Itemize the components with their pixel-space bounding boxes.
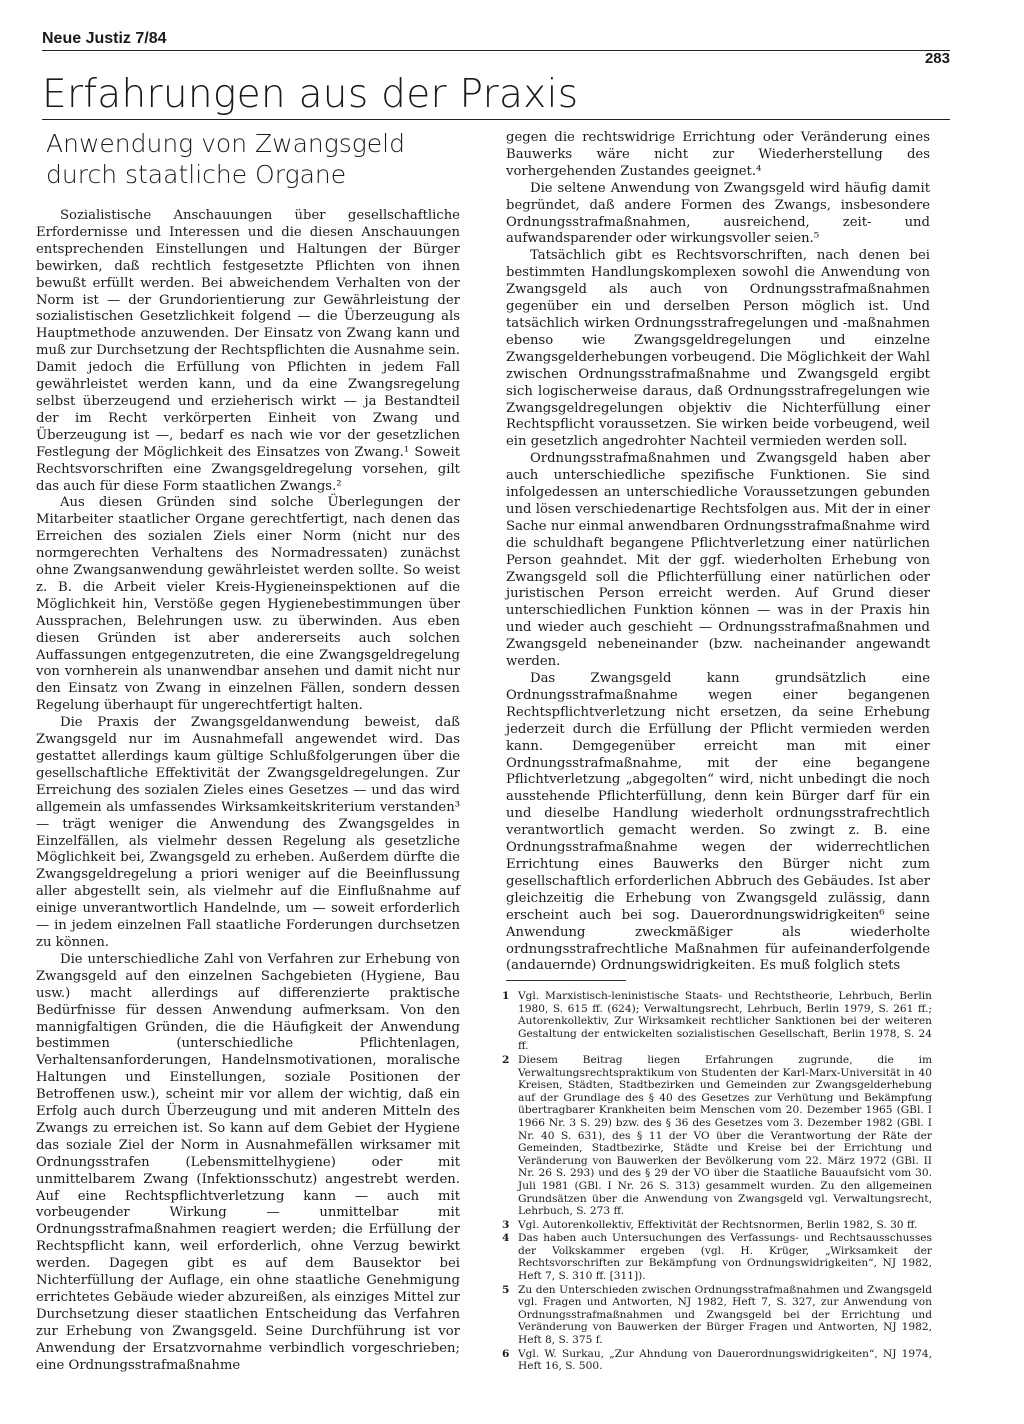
footnote (502, 1219, 932, 1232)
left-column (36, 208, 460, 1375)
running-head (42, 30, 950, 67)
footnote-number: 5 (502, 1283, 510, 1296)
paragraph: Tatsächlich gibt es Rechtsvorschriften, nach denen bei bestimmten Handlungskomplexen sowohl die Anwendung von Zwangsgeld als auch von Ordnungsstrafmaßnahmen gegenüber ein und derselben Person möglich ist. Und tatsächlich wirken Ordnungsstrafregelungen und -maßnahmen ebenso wie Zwangsgeldregelungen und einzelne Zwangsgelderhebungen vorbeugend. Die Möglichkeit der Wahl zwischen Ordnungsstrafmaßnahme und Zwangsgeld ergibt sich logischerweise daraus, daß Ordnungsstrafregelungen wie Zwangsgeldregelungen objektiv die Nichterfüllung einer Rechtspflicht voraussetzen. Sie wirken beide vorbeugend, weil ein gesetzlich angedrohter Nachteil vermieden werden soll. (506, 248, 930, 450)
article-title (46, 128, 476, 190)
right-column (506, 130, 930, 975)
footnote-number: 1 (502, 990, 510, 1002)
footnote-number: 4 (502, 1232, 510, 1245)
footnote-number: 6 (502, 1347, 510, 1360)
footnote-rule (506, 980, 626, 981)
paragraph: Die Praxis der Zwangsgeldanwendung beweist, daß Zwangsgeld nur im Ausnahmefall angewendet wird. Das gestattet allerdings kaum gültige Schlußfolgerungen über die gesellschaftliche Effektivität der Zwangsgeldregelungen. Zur Erreichung des sozialen Zieles eines Gesetzes — und das wird allgemein als umfassendes Wirksamkeitskriterium verstanden³ — trägt weniger die Anwendung des Zwangsgeldes in Einzelfällen, als vielmehr dessen Regelung als gesetzliche Möglichkeit bei, Zwangsgeld zu erheben. Außerdem dürfte die Zwangsgeldregelung a priori weniger auf die Beeinflussung aller abgestellt sein, als vielmehr auf die Einflußnahme auf einige unverantwortlich Handelnde, um — soweit erforderlich — in jedem einzelnen Fall staatliche Forderungen durchsetzen zu können. (36, 715, 460, 950)
footnote-text: Vgl. Marxistisch-leninistische Staats- und Rechtstheorie, Lehrbuch, Berlin 1980, S. 615 ff. (624); Verwaltungsrecht, Lehrbuch, Berlin 1979, S. 261 ff.; Autorenkollektiv, Zur Wirksamkeit rechtlicher Sanktionen bei der weiteren Gestaltung der entwickelten sozialistischen Gesellschaft, Berlin 1978, S. 24 ff. (518, 990, 932, 1053)
footnote-text: Vgl. Autorenkollektiv, Effektivität der Rechtsnormen, Berlin 1982, S. 30 ff. (518, 1218, 918, 1231)
footnote (502, 1232, 932, 1282)
footnote (502, 1054, 932, 1218)
footnote-text: Vgl. W. Surkau, „Zur Ahndung von Dauerordnungswidrigkeiten“, NJ 1974, Heft 16, S. 500. (518, 1347, 932, 1373)
footnote (502, 1348, 932, 1373)
footnote-text: Diesem Beitrag liegen Erfahrungen zugrunde, die im Verwaltungsrechtspraktikum von Studenten der Karl-Marx-Universität in 40 Kreisen, Städten, Stadtbezirken und Gemeinden zur Zwangsgelderhebung auf der Grundlage des § 40 des Gesetzes zur Verhütung und Bekämpfung übertragbarer Krankheiten beim Menschen vom 20. Dezember 1965 (GBl. I 1966 Nr. 3 S. 29) bzw. des § 36 des Gesetzes vom 3. Dezember 1982 (GBl. I Nr. 40 S. 631), des § 11 der VO über die Verantwortung der Räte der Gemeinden, Stadtbezirke, Städte und Kreise bei der Errichtung und Veränderung von Bauwerken der Bevölkerung vom 22. März 1972 (GBl. II Nr. 26 S. 293) und des § 29 der VO über die Staatliche Bauaufsicht vom 30. Juli 1981 (GBl. I Nr. 26 S. 313) gesammelt wurden. Zu den allgemeinen Grundsätzen über die Anwendung von Zwangsgeld vgl. Verwaltungsrecht, Lehrbuch, S. 273 ff. (518, 1053, 932, 1218)
footnote-number: 3 (502, 1218, 510, 1231)
paragraph: Sozialistische Anschauungen über gesellschaftliche Erfordernisse und Interessen und die diesen Anschauungen entsprechenden Einstellungen und Haltungen der Bürger bewirken, daß rechtlich festgesetzte Pflichten von ihnen bewußt erfüllt werden. Bei abweichendem Verhalten von der Norm ist — der Grundorientierung zur Gewährleistung der sozialistischen Gesetzlichkeit folgend — die Überzeugung als Hauptmethode anzuwenden. Der Einsatz von Zwang kann und muß zur Durchsetzung der Rechtspflichten die Ausnahme sein. Damit jedoch die Erfüllung von Pflichten in jedem Fall gewährleistet werden kann, und da eine Zwangsregelung selbst überzeugend und erzieherisch wirkt — ja Bestandteil der im Recht verkörperten Einheit von Zwang und Überzeugung ist —, bedarf es nach wie vor der gesetzlichen Festlegung der Möglichkeit des Einsatzes von Zwang.¹ Soweit Rechtsvorschriften eine Zwangsgeldregelung vorsehen, gilt das auch für diese Form staatlichen Zwangs.² (36, 208, 460, 494)
paragraph: Aus diesen Gründen sind solche Überlegungen der Mitarbeiter staatlicher Organe gerechtfertigt, nach denen das Erreichen des sozialen Ziels einer Norm (nicht nur des normgerechten Verhaltens des Normadressaten) zunächst ohne Zwangsanwendung gewährleistet werden sollte. So weist z. B. die Arbeit vieler Kreis-Hygieneinspektionen auf die Möglichkeit hin, Verstöße gegen Hygienebestimmungen über Aussprachen, Belehrungen usw. zu überwinden. Aus eben diesen Gründen ist aber andererseits auch solchen Auffassungen entgegenzutreten, die eine Zwangsgeldregelung von vornherein als unanwendbar ansehen und damit nicht nur den Einsatz von Zwang in einzelnen Fällen, sondern dessen Regelung überhaupt für ungerechtfertigt halten. (36, 495, 460, 714)
paragraph: Die seltene Anwendung von Zwangsgeld wird häufig damit begründet, daß andere Formen des Zwangs, insbesondere Ordnungsstrafmaßnahmen, ausreichend, zeit- und aufwandsparender oder wirkungsvoller seien.⁵ (506, 180, 930, 247)
footnotes (502, 990, 932, 1374)
journal-issue: Neue Justiz 7/84 (42, 30, 167, 47)
article-title-line: Anwendung von Zwangsgeld (46, 129, 405, 158)
footnote (502, 990, 932, 1053)
paragraph: Die unterschiedliche Zahl von Verfahren zur Erhebung von Zwangsgeld auf den einzelnen Sachgebieten (Hygiene, Bau usw.) macht allerdings auf differenzierte praktische Bedürfnisse für dessen Anwendung aufmerksam. Von den mannigfaltigen Gründen, die die Häufigkeit der Anwendung bestimmen (unterschiedliche Pflichtenlagen, Verhaltensanforderungen, Handelnsmotivationen, moralische Haltungen und Einstellungen, soziale Positionen der Betroffenen usw.), scheint mir vor allem der wichtig, daß ein Erfolg auch durch Überzeugung und mit anderen Mitteln des Zwangs zu erreichen ist. So kann auf dem Gebiet der Hygiene das soziale Ziel der Norm in Ausnahmefällen wirksamer mit Ordnungsstrafen (Lebensmittelhygiene) oder mit unmittelbarem Zwang (Infektionsschutz) angestrebt werden. Auf eine Rechtspflichtverletzung kann — auch mit vorbeugender Wirkung — unmittelbar mit Ordnungsstrafmaßnahmen reagiert werden; die Erfüllung der Rechtspflicht kann, weil erforderlich, ohne Verzug bewirkt werden. Dagegen gibt es auf dem Bausektor bei Nichterfüllung der Auflage, ein ohne staatliche Genehmigung errichtetes Gebäude wieder abzureißen, als einziges Mittel zur Durchsetzung dieser staatlichen Entscheidung das Verfahren zur Erhebung von Zwangsgeld. Seine Durchführung ist vor Anwendung der Ersatzvornahme verbindlich vorgeschrieben; eine Ordnungsstrafmaßnahme (36, 951, 460, 1373)
paragraph: Das Zwangsgeld kann grundsätzlich eine Ordnungsstrafmaßnahme wegen einer begangenen Rechtspflichtverletzung nicht ersetzen, da seine Erhebung jederzeit durch die Erfüllung der Pflicht vermieden werden kann. Demgegenüber erreicht man mit einer Ordnungsstrafmaßnahme, mit der eine begangene Pflichtverletzung „abgegolten“ wird, nicht unbedingt die noch ausstehende Pflichterfüllung, denn kein Bürger darf für ein und dieselbe Handlung wiederholt ordnungsstrafrechtlich verantwortlich gemacht werden. So zwingt z. B. eine Ordnungsstrafmaßnahme wegen der widerrechtlichen Errichtung eines Bauwerks den Bürger nicht zum gesellschaftlich erforderlichen Abbruch des Gebäudes. Ist aber gleichzeitig die Erhebung von Zwangsgeld zulässig, dann erscheint auch bei sog. Dauerordnungswidrigkeiten⁶ seine Anwendung zweckmäßiger als wiederholte ordnungsstrafrechtliche Maßnahmen für aufeinanderfolgende (andauernde) Ordnungswidrigkeiten. Es muß folglich stets (506, 671, 930, 974)
section-rule (42, 119, 950, 120)
footnote (502, 1284, 932, 1347)
article-title-line: durch staatliche Organe (46, 160, 347, 189)
footnote-text: Zu den Unterschieden zwischen Ordnungsstrafmaßnahmen und Zwangsgeld vgl. Fragen und Antworten, NJ 1982, Heft 7, S. 327, zur Anwendung von Ordnungsstrafmaßnahmen und Zwangsgeld bei der Errichtung und Veränderung von Bauwerken der Bürger Fragen und Antworten, NJ 1982, Heft 8, S. 375 f. (518, 1283, 932, 1347)
paragraph: Ordnungsstrafmaßnahmen und Zwangsgeld haben aber auch unterschiedliche spezifische Funktionen. Sie sind infolgedessen an unterschiedliche Voraussetzungen gebunden und lösen verschiedenartige Rechtsfolgen aus. Mit der in einer Sache nur einmal anwendbaren Ordnungsstrafmaßnahme wird die schuldhaft begangene Pflichtverletzung einer natürlichen Person geahndet. Mit der ggf. wiederholten Erhebung von Zwangsgeld soll die Pflichterfüllung einer natürlichen oder juristischen Person erreicht werden. Auf Grund dieser unterschiedlichen Funktion können — was in der Praxis hin und wieder auch geschieht — Ordnungsstrafmaßnahmen und Zwangsgeld nebeneinander (bzw. nacheinander angewandt werden. (506, 451, 930, 670)
paragraph: gegen die rechtswidrige Errichtung oder Veränderung eines Bauwerks wäre nicht zur Wiederherstellung des vorhergehenden Zustandes geeignet.⁴ (506, 130, 930, 179)
page-number: 283 (924, 50, 950, 67)
footnote-text: Das haben auch Untersuchungen des Verfassungs- und Rechtsausschusses der Volkskammer ergeben (vgl. H. Krüger, „Wirksamkeit der Rechtsvorschriften zur Bekämpfung von Ordnungswidrigkeiten“, NJ 1982, Heft 7, S. 310 ff. [311]). (518, 1232, 932, 1283)
header-rule (42, 50, 950, 51)
section-title: Erfahrungen aus der Praxis (42, 72, 579, 117)
footnote-number: 2 (502, 1053, 510, 1066)
